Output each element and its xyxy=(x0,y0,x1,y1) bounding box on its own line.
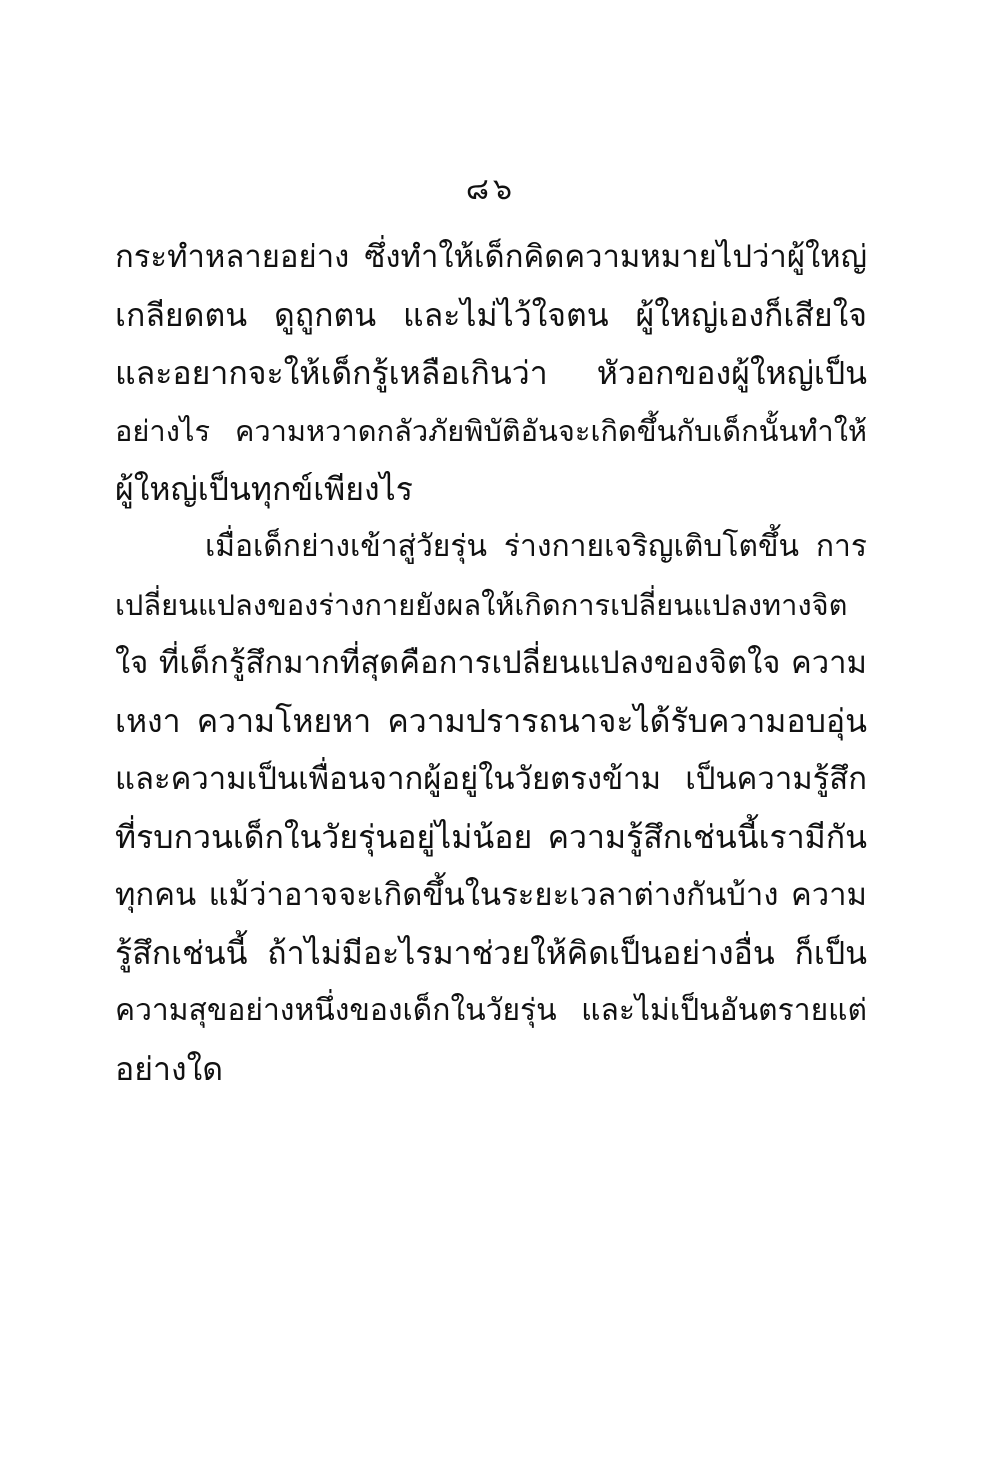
text-line: กระทำหลายอย่าง ซึ่งทำให้เด็กคิดความหมายไปว่าผู้ใหญ่ xyxy=(115,239,867,275)
text-line: และอยากจะให้เด็กรู้เหลือเกินว่า หัวอกของผู้ใหญ่เป็น xyxy=(115,354,867,392)
text-line: อย่างไร ความหวาดกลัวภัยพิบัติอันจะเกิดขึ้นกับเด็กนั้นทำให้ xyxy=(115,414,867,448)
text-line: และความเป็นเพื่อนจากผู้อยู่ในวัยตรงข้าม เป็นความรู้สึก xyxy=(115,761,867,797)
text-line: ที่รบกวนเด็กในวัยรุ่นอยู่ไม่น้อย ความรู้สึกเช่นนี้เรามีกัน xyxy=(115,818,867,856)
text-line: ใจ ที่เด็กรู้สึกมากที่สุดคือการเปลี่ยนแปลงของจิตใจ ความ xyxy=(115,645,867,681)
paragraph-2 xyxy=(115,518,867,1098)
text-line: เกลียดตน ดูถูกตน และไม่ไว้ใจตน ผู้ใหญ่เองก็เสียใจ xyxy=(115,296,867,334)
text-line: เหงา ความโหยหา ความปรารถนาจะได้รับความอบอุ่น xyxy=(115,702,867,740)
text-line: อย่างใด xyxy=(115,1050,223,1088)
paragraph-1 xyxy=(115,228,867,518)
text-line: เมื่อเด็กย่างเข้าสู่วัยรุ่น ร่างกายเจริญเติบโตขึ้น การ xyxy=(205,529,867,564)
text-line: รู้สึกเช่นนี้ ถ้าไม่มีอะไรมาช่วยให้คิดเป็นอย่างอื่น ก็เป็น xyxy=(115,934,867,972)
page-number: ๘๖ xyxy=(465,172,517,207)
text-line: เปลี่ยนแปลงของร่างกายยังผลให้เกิดการเปลี่ยนแปลงทางจิต xyxy=(115,588,848,622)
body-text xyxy=(115,228,867,1098)
text-line: ผู้ใหญ่เป็นทุกข์เพียงไร xyxy=(115,470,413,508)
text-line: ทุกคน แม้ว่าอาจจะเกิดขึ้นในระยะเวลาต่างกันบ้าง ความ xyxy=(115,877,867,913)
text-line: ความสุขอย่างหนึ่งของเด็กในวัยรุ่น และไม่เป็นอันตรายแต่ xyxy=(115,993,867,1028)
